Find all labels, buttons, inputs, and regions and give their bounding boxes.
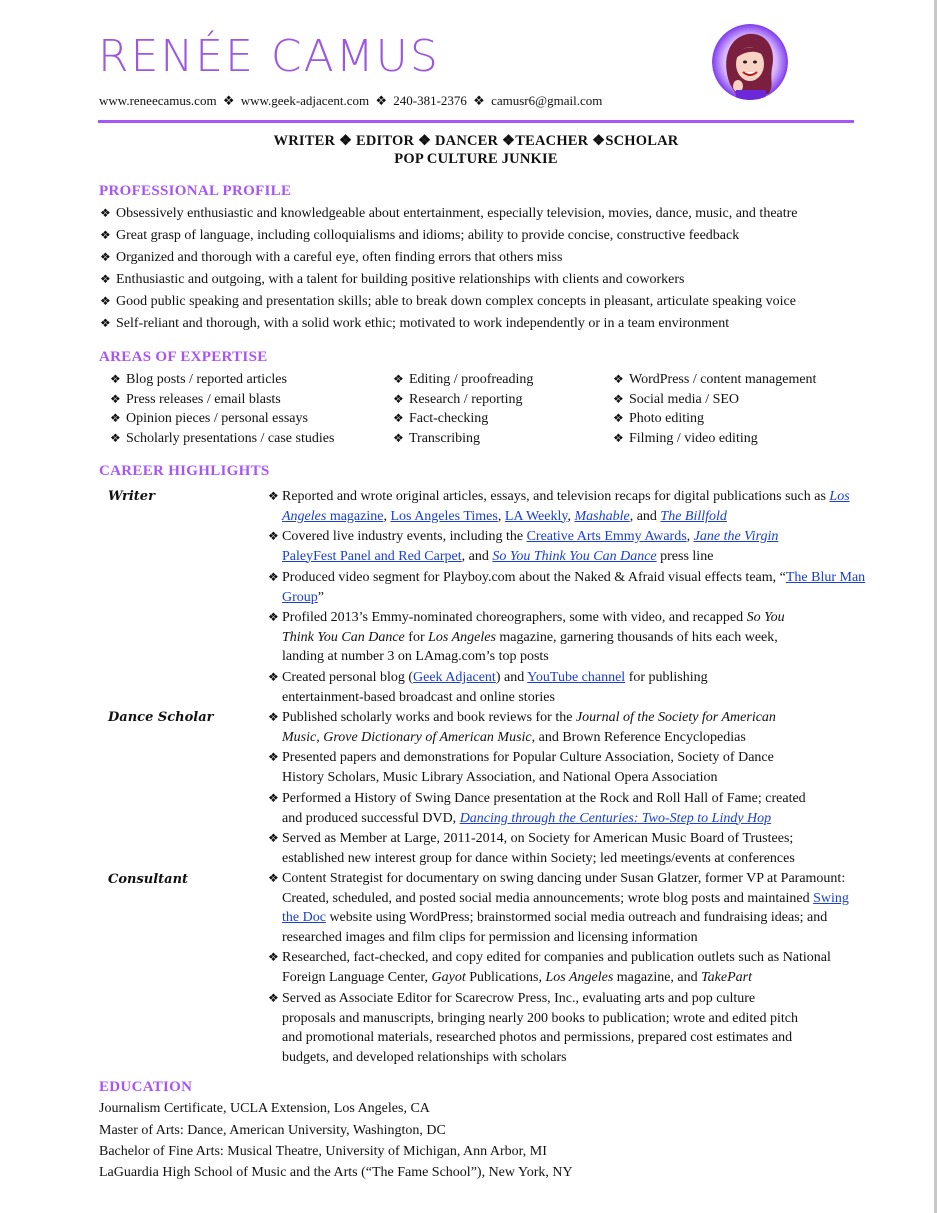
bullet-icon: ❖: [110, 431, 121, 445]
link-jane-the-virgin[interactable]: Jane the Virgin: [693, 529, 779, 544]
link-dancing-through-centuries[interactable]: Dancing through the Centuries: Two-Step to Lindy Hop: [459, 810, 772, 826]
profile-bullet: ❖ Enthusiastic and outgoing, with a talent for building positive relationships with clients and coworkers: [100, 272, 685, 287]
bullet-icon: ❖: [613, 372, 624, 386]
profile-bullet: ❖ Obsessively enthusiastic and knowledgeable about entertainment, especially television, movies, dance, music, and theatre: [100, 206, 798, 221]
header-divider: [98, 120, 854, 123]
email-link[interactable]: camusr6@gmail.com: [491, 93, 603, 108]
expertise-section-title: AREAS OF EXPERTISE: [99, 349, 268, 365]
education-item: LaGuardia High School of Music and the Arts (“The Fame School”), New York, NY: [99, 1165, 573, 1180]
writer-label: Writer: [108, 489, 155, 504]
expertise-item: ❖ Transcribing: [393, 431, 481, 446]
education-item: Bachelor of Fine Arts: Musical Theatre, University of Michigan, Ann Arbor, MI: [99, 1144, 547, 1159]
dance-scholar-label: Dance Scholar: [108, 710, 214, 725]
separator-icon: ❖: [473, 93, 485, 108]
education-item: Master of Arts: Dance, American University, Washington, DC: [99, 1123, 446, 1138]
bullet-icon: ❖: [268, 871, 279, 885]
profile-bullet: ❖ Self-reliant and thorough, with a solid work ethic; motivated to work independently or in a team environment: [100, 316, 730, 331]
education-item: Journalism Certificate, UCLA Extension, Los Angeles, CA: [99, 1101, 430, 1116]
career-bullet: ❖ Published scholarly works and book reviews for the Journal of the Society for American Music, Grove Dictionary of American Music, and Brown Reference Encyclopedias: [268, 710, 776, 745]
expertise-item: ❖ Opinion pieces / personal essays: [110, 411, 308, 426]
bullet-icon: ❖: [393, 431, 404, 445]
link-los-angeles-magazine[interactable]: Los Angeles magazine: [282, 489, 850, 524]
caricature-portrait-icon: [712, 24, 788, 100]
profile-bullet: ❖ Great grasp of language, including colloquialisms and idioms; ability to provide concise, constructive feedback: [100, 228, 740, 243]
bullet-icon: ❖: [100, 316, 111, 330]
expertise-item: ❖ Editing / proofreading: [393, 372, 534, 387]
bullet-icon: ❖: [110, 411, 121, 425]
link-mashable[interactable]: Mashable: [574, 508, 630, 524]
expertise-item: ❖ Fact-checking: [393, 411, 489, 426]
career-bullet: ❖ Created personal blog (Geek Adjacent) and YouTube channel for publishing entertainment-based broadcast and online stories: [268, 670, 708, 705]
bullet-icon: ❖: [268, 710, 279, 724]
bullet-icon: ❖: [268, 670, 279, 684]
career-bullet: ❖ Performed a History of Swing Dance presentation at the Rock and Roll Hall of Fame; created and produced successful DVD, Dancing through the Centuries: Two-Step to Lindy Hop: [268, 791, 806, 826]
career-bullet: ❖ Reported and wrote original articles, essays, and television recaps for digital publications such as Los Angeles magazine, Los Angeles Times, LA Weekly, Mashable, and The Billfold: [268, 489, 850, 524]
bullet-icon: ❖: [268, 529, 279, 543]
link-the-billfold[interactable]: The Billfold: [660, 508, 727, 524]
separator-icon: ❖: [222, 93, 235, 108]
expertise-item: ❖ Scholarly presentations / case studies: [110, 431, 335, 446]
roles-line: WRITER ❖ EDITOR ❖ DANCER ❖TEACHER ❖SCHOLAR: [273, 133, 679, 149]
career-bullet: ❖ Researched, fact-checked, and copy edited for companies and publication outlets such as National Foreign Language Center, Gayot Publications, Los Angeles magazine, and TakePart: [268, 950, 831, 985]
separator-icon: ❖: [375, 93, 387, 108]
blog-link[interactable]: www.geek-adjacent.com: [240, 93, 370, 108]
education-section-title: EDUCATION: [99, 1079, 193, 1095]
expertise-item: ❖ Social media / SEO: [613, 392, 740, 407]
name-heading: RENÉE CAMUS: [98, 31, 440, 82]
expertise-item: ❖ Research / reporting: [393, 392, 523, 407]
career-bullet: ❖ Produced video segment for Playboy.com about the Naked & Afraid visual effects team, “The Blur Man Group”: [268, 570, 866, 605]
profile-section-title: PROFESSIONAL PROFILE: [99, 183, 292, 199]
bullet-icon: ❖: [268, 831, 279, 845]
bullet-icon: ❖: [268, 791, 279, 805]
bullet-icon: ❖: [110, 392, 121, 406]
bullet-icon: ❖: [100, 272, 111, 286]
career-bullet: ❖ Covered live industry events, including the Creative Arts Emmy Awards, Jane the Virgin PaleyFest Panel and Red Carpet, and So You Think You Can Dance press line: [268, 529, 779, 564]
bullet-icon: ❖: [100, 294, 111, 308]
consultant-label: Consultant: [108, 872, 189, 887]
link-geek-adjacent[interactable]: Geek Adjacent: [413, 670, 496, 685]
bullet-icon: ❖: [268, 750, 279, 764]
bullet-icon: ❖: [268, 991, 279, 1005]
expertise-item: ❖ WordPress / content management: [613, 372, 817, 387]
bullet-icon: ❖: [100, 206, 111, 220]
expertise-item: ❖ Blog posts / reported articles: [110, 372, 287, 387]
bullet-icon: ❖: [100, 250, 111, 264]
bullet-icon: ❖: [110, 372, 121, 386]
bullet-icon: ❖: [613, 431, 624, 445]
avatar: [712, 24, 788, 100]
profile-bullet: ❖ Good public speaking and presentation skills; able to break down complex concepts in pleasant, articulate speaking voice: [100, 294, 796, 309]
bullet-icon: ❖: [268, 570, 279, 584]
expertise-item: ❖ Filming / video editing: [613, 431, 758, 446]
link-paleyfest[interactable]: PaleyFest Panel and Red Carpet: [282, 548, 462, 564]
website-link[interactable]: www.reneecamus.com: [99, 93, 217, 108]
link-la-times[interactable]: Los Angeles Times: [390, 508, 498, 524]
link-swing-the-doc[interactable]: Swing the Doc: [282, 890, 849, 925]
bullet-icon: ❖: [613, 392, 624, 406]
career-bullet: ❖ Presented papers and demonstrations for Popular Culture Association, Society of Dance History Scholars, Music Library Association, and National Opera Association: [268, 750, 774, 785]
bullet-icon: ❖: [393, 372, 404, 386]
link-la-weekly[interactable]: LA Weekly: [504, 508, 568, 524]
bullet-icon: ❖: [268, 950, 279, 964]
career-bullet: ❖ Profiled 2013’s Emmy-nominated choreographers, some with video, and recapped So You Think You Can Dance for Los Angeles magazine, garnering thousands of hits each week, landing at number 3 on LAmag.com’s top posts: [268, 610, 785, 664]
bullet-icon: ❖: [613, 411, 624, 425]
career-bullet: ❖ Served as Associate Editor for Scarecrow Press, Inc., evaluating arts and pop culture proposals and manuscripts, bringing nearly 200 books to publication; wrote and edited pitch and promotional materials, researched photos and permissions, prepared cost estimates and budgets, and developed relationships with scholars: [268, 991, 798, 1065]
link-creative-arts-emmy[interactable]: Creative Arts Emmy Awards: [526, 529, 687, 544]
phone-number: 240-381-2376: [393, 93, 467, 108]
career-section-title: CAREER HIGHLIGHTS: [99, 463, 270, 479]
career-bullet: ❖ Served as Member at Large, 2011-2014, on Society for American Music Board of Trustees; established new interest group for dance within Society; led meetings/events at conferences: [268, 831, 795, 866]
link-blur-man-group[interactable]: The Blur Man Group: [282, 570, 866, 605]
profile-bullet: ❖ Organized and thorough with a careful eye, often finding errors that others miss: [100, 250, 563, 265]
contact-line: [99, 93, 602, 109]
bullet-icon: ❖: [268, 610, 279, 624]
bullet-icon: ❖: [100, 228, 111, 242]
expertise-item: ❖ Photo editing: [613, 411, 705, 426]
bullet-icon: ❖: [393, 411, 404, 425]
bullet-icon: ❖: [268, 489, 279, 503]
expertise-item: ❖ Press releases / email blasts: [110, 392, 281, 407]
link-youtube-channel[interactable]: YouTube channel: [527, 670, 626, 685]
roles-subline: POP CULTURE JUNKIE: [394, 151, 558, 167]
link-sytycd[interactable]: So You Think You Can Dance: [492, 548, 657, 564]
bullet-icon: ❖: [393, 392, 404, 406]
career-bullet: ❖ Content Strategist for documentary on swing dancing under Susan Glatzer, former VP at Paramount: Created, scheduled, and posted social media announcements; wrote blog posts and maintained Swing the Doc website using WordPress; brainstormed social media outreach and fundraising ideas; and researched images and film clips for permission and licensing information: [268, 871, 849, 945]
